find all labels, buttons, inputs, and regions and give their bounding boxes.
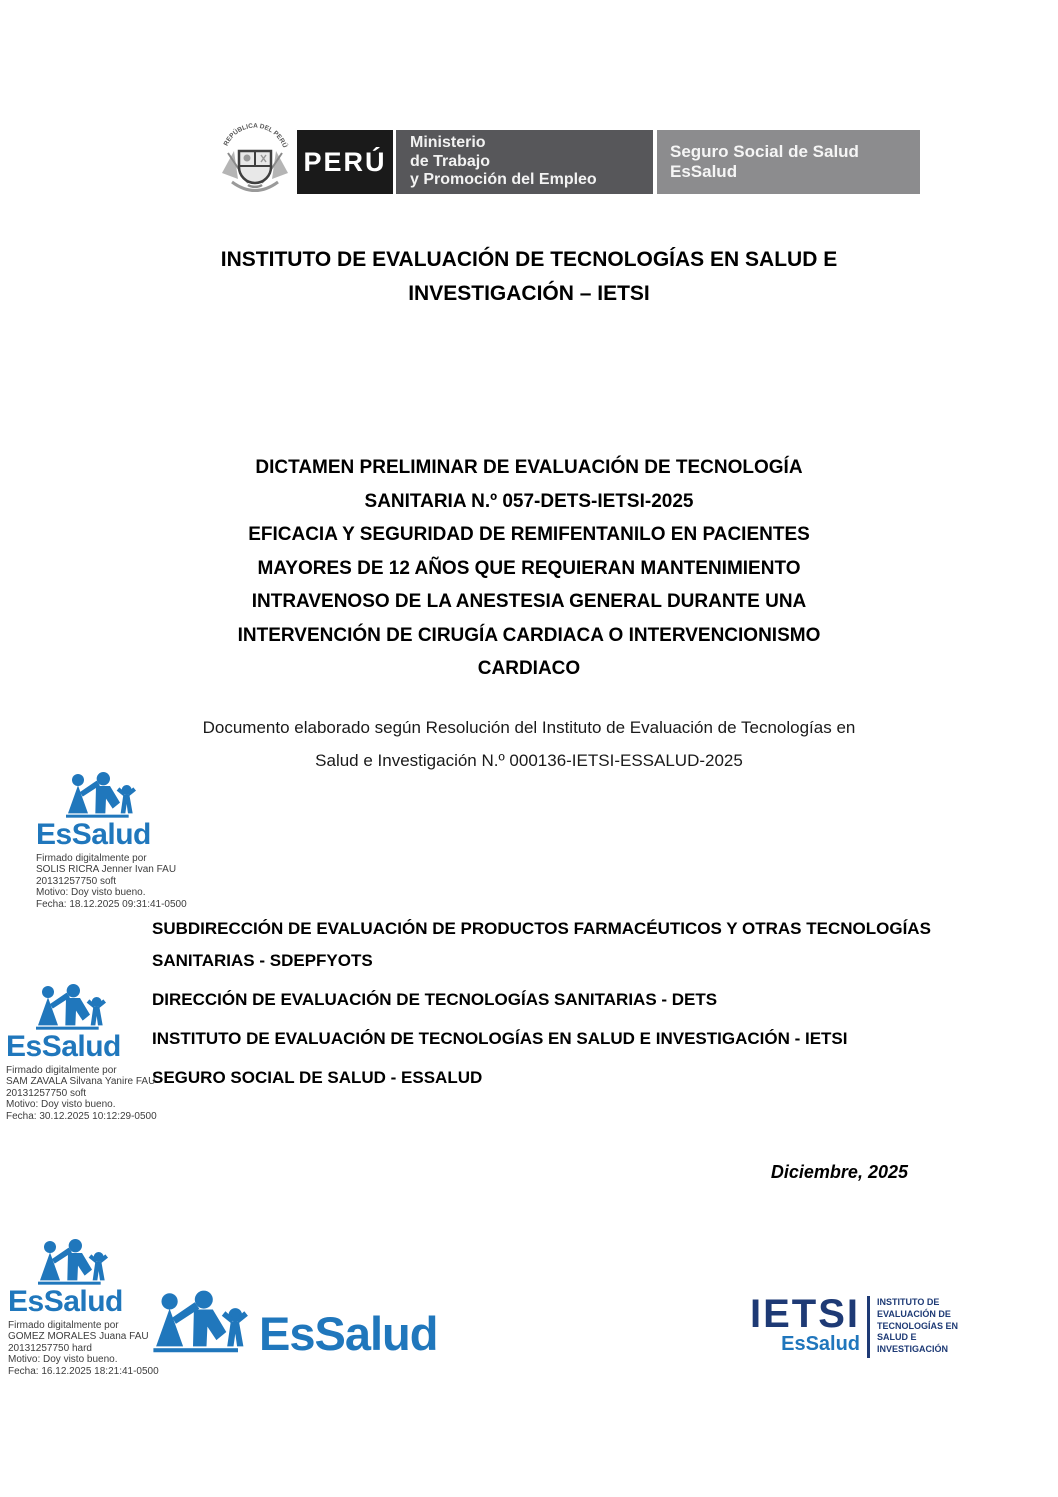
ietsi-description-line: EVALUACIÓN DE: [877, 1308, 951, 1319]
essalud-wordmark: EsSalud: [6, 1030, 121, 1063]
signature-line: Motivo: Doy visto bueno.: [8, 1354, 118, 1366]
signature-line: SAM ZAVALA Silvana Yanire FAU: [6, 1076, 156, 1088]
peru-coat-of-arms-icon: [218, 123, 292, 201]
signature-line: Firmado digitalmente por: [6, 1065, 117, 1076]
ministry-line: de Trabajo: [410, 152, 491, 170]
ietsi-description: [877, 1294, 958, 1356]
ietsi-essalud-sub: EsSalud: [781, 1333, 861, 1355]
document-title-line: MAYORES DE 12 AÑOS QUE REQUIERAN MANTENIMIENTO: [257, 557, 801, 579]
signature-line: Firmado digitalmente por: [36, 853, 147, 864]
institute-title-line: INSTITUTO DE EVALUACIÓN DE TECNOLOGÍAS EN SALUD E: [220, 248, 838, 271]
document-title-line: EFICACIA Y SEGURIDAD DE REMIFENTANILO EN PACIENTES: [248, 524, 810, 545]
essalud-logo: [148, 1290, 438, 1360]
ietsi-wordmark-block: [750, 1294, 860, 1356]
svg-text:REPÚBLICA DEL PERÚ: [223, 123, 290, 149]
document-title-line: INTERVENCIÓN DE CIRUGÍA CARDIACA O INTERVENCIONISMO: [237, 624, 821, 646]
peru-brand-box: [297, 130, 393, 194]
essalud-family-icon: [34, 1239, 114, 1287]
signature-line: 20131257750 soft: [6, 1087, 87, 1099]
social-security-line: EsSalud: [670, 162, 738, 181]
resolution-note-line: Salud e Investigación N.º 000136-IETSI-ESSALUD-2025: [315, 751, 743, 770]
document-title-line: CARDIACO: [477, 658, 581, 679]
organization-line: SUBDIRECCIÓN DE EVALUACIÓN DE PRODUCTOS FARMACÉUTICOS Y OTRAS TECNOLOGÍAS SANITARIAS - SDEPFYOTS: [152, 919, 931, 970]
document-title-line: DICTAMEN PRELIMINAR DE EVALUACIÓN DE TECNOLOGÍA: [255, 457, 803, 478]
ministry-line: Ministerio: [410, 134, 486, 152]
signature-line: Fecha: 16.12.2025 18:21:41-0500: [8, 1365, 159, 1377]
ministry-line: y Promoción del Empleo: [410, 171, 597, 189]
ietsi-logo: [750, 1294, 958, 1358]
signature-text: [36, 853, 216, 910]
ietsi-description-line: TECNOLOGÍAS EN: [877, 1320, 959, 1331]
essalud-family-icon: [32, 984, 112, 1032]
organization-line: DIRECCIÓN DE EVALUACIÓN DE TECNOLOGÍAS SANITARIAS - DETS: [152, 990, 718, 1009]
resolution-note: [60, 711, 998, 777]
organization-line: INSTITUTO DE EVALUACIÓN DE TECNOLOGÍAS EN SALUD E INVESTIGACIÓN - IETSI: [152, 1029, 848, 1048]
document-date: Diciembre, 2025: [770, 1162, 908, 1182]
signature-line: Firmado digitalmente por: [8, 1320, 119, 1331]
organization-block: [152, 913, 936, 1101]
document-title-line: SANITARIA N.º 057-DETS-IETSI-2025: [364, 490, 694, 512]
resolution-note-line: Documento elaborado según Resolución del Instituto de Evaluación de Tecnologías en: [202, 718, 856, 737]
coat-arc-text: REPÚBLICA DEL PERÚ: [222, 123, 289, 149]
essalud-family-icon: [62, 772, 142, 820]
signature-line: 20131257750 soft: [36, 875, 117, 887]
digital-signature-stamp-1: [36, 772, 216, 910]
signature-line: SOLIS RICRA Jenner Ivan FAU: [36, 864, 177, 876]
digital-signature-stamp-2: [6, 984, 186, 1122]
document-title-line: INTRAVENOSO DE LA ANESTESIA GENERAL DURANTE UNA: [251, 591, 807, 612]
signature-line: Fecha: 18.12.2025 09:31:41-0500: [36, 898, 187, 910]
peru-label: PERÚ: [303, 146, 387, 177]
ietsi-wordmark: IETSI: [750, 1292, 861, 1336]
signature-line: Fecha: 30.12.2025 10:12:29-0500: [6, 1110, 157, 1122]
ministry-of-labor-box: [396, 130, 653, 194]
essalud-wordmark: EsSalud: [259, 1307, 438, 1360]
signature-line: 20131257750 hard: [8, 1342, 92, 1354]
essalud-wordmark: EsSalud: [36, 818, 151, 851]
signature-line: GOMEZ MORALES Juana FAU: [8, 1331, 149, 1343]
social-security-line: Seguro Social de Salud: [670, 142, 859, 161]
essalud-wordmark: EsSalud: [8, 1285, 123, 1318]
organization-line: SEGURO SOCIAL DE SALUD - ESSALUD: [152, 1068, 483, 1087]
ietsi-divider: [867, 1296, 870, 1358]
ietsi-description-line: INVESTIGACIÓN: [877, 1344, 949, 1355]
signature-line: Motivo: Doy visto bueno.: [36, 887, 146, 899]
ietsi-description-line: INSTITUTO DE: [877, 1297, 940, 1307]
government-header: [218, 123, 920, 201]
essalud-family-icon: [148, 1290, 256, 1356]
institute-title-line: INVESTIGACIÓN – IETSI: [408, 282, 650, 305]
document-title: [60, 451, 998, 686]
institute-title: [60, 243, 998, 311]
signature-text: [6, 1065, 186, 1122]
ietsi-description-line: SALUD E: [877, 1332, 917, 1343]
signature-line: Motivo: Doy visto bueno.: [6, 1099, 116, 1111]
social-security-box: [657, 130, 920, 194]
